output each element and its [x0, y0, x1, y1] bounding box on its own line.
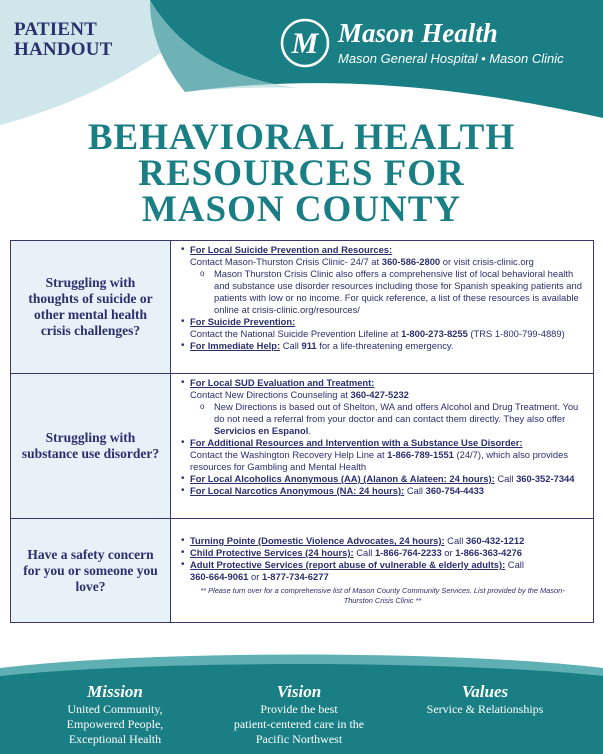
phone-number[interactable]: 911	[301, 340, 317, 351]
resource-heading[interactable]: For Local Narcotics Anonymous (NA: 24 hours):	[190, 485, 405, 496]
phone-number[interactable]: 1-866-789-1551	[387, 449, 454, 460]
phone-number[interactable]: 360-427-5232	[350, 389, 409, 400]
row-resources	[172, 374, 593, 518]
list-item: • Adult Protective Services (report abuse of vulnerable & elderly adults): Call 360-664-9061 or 1-877-734-6277	[180, 559, 585, 583]
handout-line-1: PATIENT	[14, 19, 98, 40]
title-line-3: MASON COUNTY	[141, 189, 462, 230]
handout-line-2: HANDOUT	[14, 39, 113, 60]
resource-heading[interactable]: For Immediate Help:	[190, 340, 281, 351]
mission-line-2: Empowered People,	[66, 717, 164, 731]
list-item	[180, 437, 585, 449]
list-item	[180, 244, 585, 256]
phone-number[interactable]: 360-754-4433	[425, 485, 485, 496]
brand-subtitle: Mason General Hospital • Mason Clinic	[338, 51, 564, 66]
row-question: Struggling with substance use disorder?	[11, 374, 171, 518]
resource-detail: Contact Mason-Thurston Crisis Clinic- 24/7 at 360-586-2800 or visit crisis-clinic.org	[190, 256, 534, 267]
vision-line-2: patient-centered care in the	[233, 717, 365, 731]
resource-heading[interactable]: For Local SUD Evaluation and Treatment:	[190, 377, 375, 388]
phone-number[interactable]: 1-800-273-8255	[401, 328, 468, 339]
row-question: Struggling with thoughts of suicide or other mental health crisis challenges?	[11, 241, 171, 373]
footer-mission	[40, 682, 190, 747]
logo-letter: M	[291, 27, 319, 60]
phone-number[interactable]: 360-432-1212	[465, 535, 525, 546]
resources-table	[10, 240, 594, 623]
list-item: • Turning Pointe (Domestic Violence Advocates, 24 hours): Call 360-432-1212	[180, 535, 585, 547]
footer-values	[405, 682, 565, 717]
mason-health-brand	[280, 16, 600, 76]
footnote: ** Please turn over for a comprehensive list of Mason County Community Services. List provided by the Mason-Thurston Crisis Clinic **	[200, 586, 565, 605]
mason-health-logo-icon	[280, 18, 330, 68]
list-item: • Child Protective Services (24 hours): Call 1-866-764-2233 or 1-866-363-4276	[180, 547, 585, 559]
resource-heading[interactable]: For Local Suicide Prevention and Resources:	[190, 244, 393, 255]
resource-detail: Contact New Directions Counseling at 360-427-5232	[190, 389, 409, 400]
list-item	[180, 377, 585, 389]
table-row-substance-use	[11, 374, 593, 519]
mission-line-1: United Community,	[67, 702, 163, 716]
vision-line-3: Pacific Northwest	[255, 732, 343, 746]
phone-number[interactable]: 1-866-363-4276	[455, 547, 522, 558]
page-title	[0, 117, 603, 230]
row-resources	[172, 241, 593, 373]
resource-detail: Contact the Washington Recovery Help Line at 1-866-789-1551 (24/7), which also provides resources for Gambling and Mental Health	[190, 449, 569, 472]
list-item: • For Local Alcoholics Anonymous (AA) (Alanon & Alateen: 24 hours): Call 360-352-7344	[180, 473, 585, 485]
footer-vision	[210, 682, 388, 747]
title-line-2: RESOURCES FOR	[138, 153, 465, 194]
resource-heading[interactable]: Child Protective Services (24 hours):	[190, 547, 354, 558]
vision-heading: Vision	[276, 682, 322, 701]
list-item: • For Local Narcotics Anonymous (NA: 24 hours): Call 360-754-4433	[180, 485, 585, 497]
patient-handout-label	[14, 20, 113, 60]
table-row-mental-health	[11, 241, 593, 374]
resource-detail: Contact the National Suicide Prevention Lifeline at 1-800-273-8255 (TRS 1-800-799-4889)	[190, 328, 565, 339]
list-item: • For Immediate Help: Call 911 for a life-threatening emergency.	[180, 340, 585, 352]
values-line-1: Service & Relationships	[426, 702, 544, 716]
phone-number[interactable]: 1-877-734-6277	[261, 571, 329, 582]
resource-subdetail: o New Directions is based out of Shelton, WA and offers Alcohol and Drug Treatment. You do not need a referral from your doctor and can contact them directly. They also offer Servicios en Espanol.	[180, 401, 585, 437]
phone-number[interactable]: 360-664-9061	[190, 571, 249, 582]
resource-heading[interactable]: Adult Protective Services (report abuse of vulnerable & elderly adults):	[190, 559, 506, 570]
values-heading: Values	[461, 682, 509, 701]
resource-heading[interactable]: For Suicide Prevention:	[190, 316, 296, 327]
table-row-safety	[11, 519, 593, 622]
resource-heading[interactable]: For Local Alcoholics Anonymous (AA) (Alanon & Alateen: 24 hours):	[190, 473, 495, 484]
phone-number[interactable]: 360-586-2800	[381, 256, 441, 267]
list-item	[180, 316, 585, 328]
resource-subdetail: o Mason Thurston Crisis Clinic also offers a comprehensive list of local behavioral health and substance use disorder resources including those for Spanish speaking patients and patients with low or no income. For quick reference, a list of these resources is available online at crisis-clinic.org/resources/	[180, 268, 585, 316]
resource-heading[interactable]: Turning Pointe (Domestic Violence Advocates, 24 hours):	[190, 535, 445, 546]
mission-line-3: Exceptional Health	[68, 732, 162, 746]
resource-heading[interactable]: For Additional Resources and Intervention with a Substance Use Disorder:	[190, 437, 523, 448]
brand-name: Mason Health	[338, 18, 498, 48]
row-resources	[172, 519, 593, 622]
phone-number[interactable]: 360-352-7344	[516, 473, 575, 484]
phone-number[interactable]: 1-866-764-2233	[374, 547, 442, 558]
mission-heading: Mission	[87, 682, 143, 701]
title-line-1: BEHAVIORAL HEALTH	[87, 117, 516, 158]
row-question: Have a safety concern for you or someone you love?	[11, 519, 171, 622]
vision-line-1: Provide the best	[260, 702, 338, 716]
